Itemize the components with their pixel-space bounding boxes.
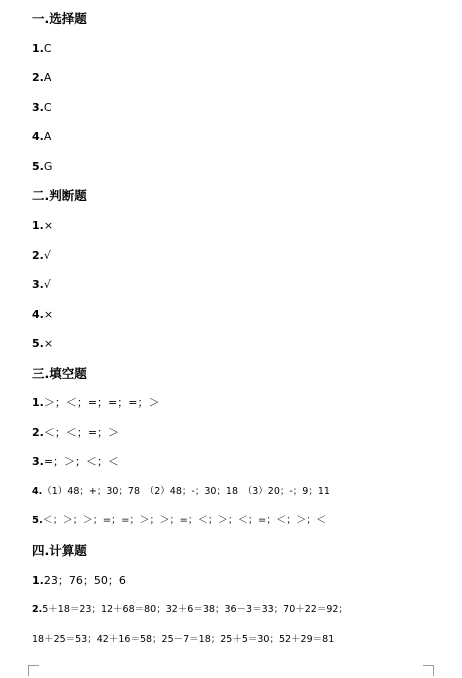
item-answer: C (43, 42, 52, 55)
item-number: 2. (32, 604, 43, 615)
answer-item (32, 249, 51, 263)
section-heading-judgement: 二.判断题 (32, 188, 87, 203)
page-corner-mark-left (28, 665, 39, 676)
item-number: 5. (32, 515, 43, 526)
item-answer: 5＋18＝23；12＋68＝80；32＋6＝38；36－3＝33；70＋22＝92； (42, 604, 348, 615)
item-answer: A (43, 130, 52, 143)
item-number: 3. (32, 455, 44, 468)
answer-item (32, 337, 53, 351)
item-number: 2. (32, 249, 44, 262)
answer-item (32, 278, 51, 292)
item-number: 4. (32, 486, 43, 497)
item-answer: 23；76；50；6 (43, 574, 126, 587)
answer-item (32, 160, 52, 174)
answer-item (32, 101, 52, 115)
answer-item (32, 603, 348, 617)
item-answer: √ (43, 249, 51, 262)
item-number: 1. (32, 574, 44, 587)
answer-item (32, 455, 119, 469)
item-answer: ＞；＜；=；=；=；＞ (43, 396, 160, 409)
answer-item (32, 574, 126, 588)
item-answer: √ (43, 278, 51, 291)
answer-item (32, 219, 53, 233)
item-answer: 18＋25＝53；42＋16＝58；25－7＝18；25＋5＝30；52＋29＝81 (32, 634, 335, 645)
answer-item (32, 514, 326, 528)
item-answer: ＜；＞；＞；=；=；＞；＞；=；＜；＞；＜；=；＜；＞；＜ (42, 515, 327, 526)
item-answer: C (43, 101, 52, 114)
item-number: 1. (32, 42, 44, 55)
item-number: 3. (32, 101, 44, 114)
item-answer: =；＞；＜；＜ (43, 455, 120, 468)
section-heading-fill-blank: 三.填空题 (32, 366, 87, 381)
answer-item (32, 71, 51, 85)
item-number: 4. (32, 308, 44, 321)
page-corner-mark-right (423, 665, 434, 676)
answer-item (32, 308, 53, 322)
item-answer: × (43, 308, 54, 321)
item-number: 2. (32, 71, 44, 84)
item-number: 5. (32, 337, 44, 350)
answer-item (32, 130, 51, 144)
item-number: 4. (32, 130, 44, 143)
item-answer: G (43, 160, 53, 173)
item-answer: A (43, 71, 52, 84)
item-number: 3. (32, 278, 44, 291)
item-answer: × (43, 337, 54, 350)
section-heading-calculation: 四.计算题 (32, 543, 87, 558)
item-answer: ＜；＜；=；＞ (43, 426, 120, 439)
answer-item (32, 485, 330, 499)
answer-item (32, 42, 52, 56)
answer-item (32, 426, 119, 440)
item-number: 1. (32, 219, 44, 232)
item-number: 2. (32, 426, 44, 439)
section-heading-choice: 一.选择题 (32, 11, 87, 26)
item-number: 1. (32, 396, 44, 409)
item-answer: （1）48；+；30；78 （2）48；-；30；18 （3）20；-；9；11 (42, 486, 330, 497)
item-answer: × (43, 219, 54, 232)
answer-item (32, 396, 160, 410)
item-number: 5. (32, 160, 44, 173)
answer-item-continuation (32, 633, 334, 647)
